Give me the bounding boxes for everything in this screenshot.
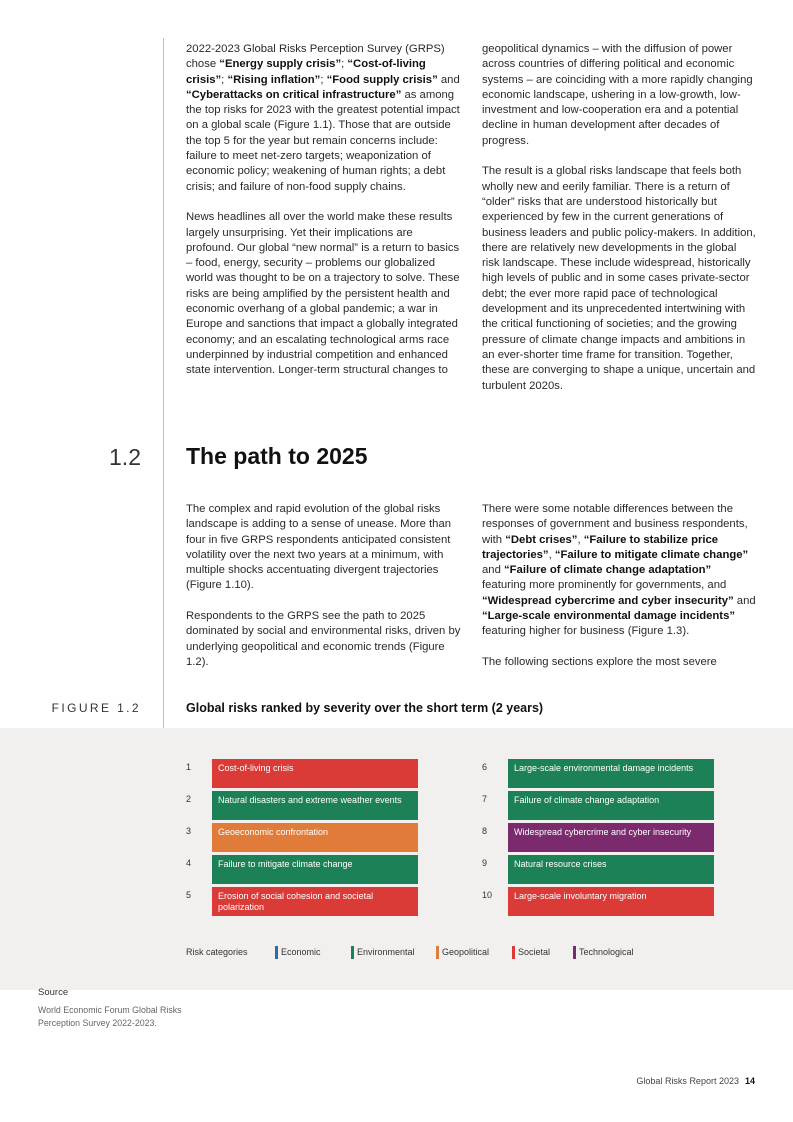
text-run: and (482, 564, 504, 577)
text-run: , (548, 548, 555, 561)
bold-risk-term: “Food supply crisis” (326, 73, 438, 86)
risk-rank: 5 (186, 890, 192, 900)
risk-bar: Cost-of-living crisis (212, 759, 418, 788)
legend-swatch (573, 946, 576, 959)
text-run: and (437, 73, 460, 86)
source-label: Source (38, 987, 69, 998)
paragraph (186, 502, 462, 594)
bold-risk-term: “Large-scale environmental damage incidents” (482, 610, 736, 623)
page-number: 14 (744, 1076, 755, 1086)
risk-rank: 9 (482, 858, 488, 868)
page-footer (636, 1076, 755, 1086)
text-run: News headlines all over the world make these results largely unsurprising. Yet their implications are profound. Our global “new normal” is a return to basics – food, energy, security – problems our globalized world was thought to be on a trajectory to solve. These risks are being amplified by the persistent health and economic overhang of a global pandemic; a war in Europe and sanctions that impact a globally integrated economy; and an escalating technological arms race underpinned by industrial competition and enhanced state intervention. Longer-term structural changes to (186, 211, 460, 377)
text-run: featuring more prominently for governments, and (482, 579, 727, 592)
vertical-rule (163, 38, 164, 728)
risk-bar: Failure to mitigate climate change (212, 855, 418, 884)
text-run: 2022-2023 Global Risks Perception Survey (GRPS) chose (186, 43, 445, 71)
risk-rank: 1 (186, 762, 192, 772)
text-run: There were some notable differences between the responses of government and business respondents, with (482, 503, 748, 546)
bold-risk-term: “Failure to stabilize price trajectories” (482, 533, 719, 561)
risk-bar: Large-scale environmental damage incidents (508, 759, 714, 788)
text-run: Respondents to the GRPS see the path to 2025 dominated by social and environmental risks, driven by underlying geopolitical and economic trends (Figure 1.2). (186, 610, 461, 668)
legend-swatch (275, 946, 278, 959)
text-run: The result is a global risks landscape that feels both wholly new and eerily familiar. There is a return of “older” risks that are understood historically but experienced by few in the current generations of business leaders and public policy-makers. In addition, there are relatively new developments in the global risk landscape. These include widespread, historically high levels of public and in some cases private-sector debt; the ever more rapid pace of technological development and its unprecedented intertwining with the critical functioning of societies; and the growing pressure of climate change impacts and ambitions in an ever-shorter time frame for transition. Together, these are converging to shape a unique, uncertain and turbulent 2020s. (482, 165, 756, 392)
legend-item-label: Technological (579, 947, 634, 957)
legend-title: Risk categories (186, 947, 248, 957)
source-text: World Economic Forum Global Risks Perception Survey 2022-2023. (38, 1005, 182, 1028)
section-title: The path to 2025 (186, 443, 368, 469)
legend-swatch (436, 946, 439, 959)
bold-risk-term: “Debt crises” (505, 533, 578, 546)
paragraph (482, 164, 757, 393)
risk-rank: 8 (482, 826, 488, 836)
risk-bar: Natural disasters and extreme weather events (212, 791, 418, 820)
body-column-3 (186, 502, 462, 686)
footer-report-title: Global Risks Report 2023 (636, 1076, 739, 1086)
legend-item-label: Environmental (357, 947, 415, 957)
body-column-4 (482, 502, 758, 686)
text-run: , (577, 533, 584, 546)
risk-bar: Erosion of social cohesion and societal polarization (212, 887, 418, 916)
risk-rank: 2 (186, 794, 192, 804)
paragraph (482, 655, 758, 670)
body-column-1 (186, 42, 460, 394)
legend-item-label: Economic (281, 947, 321, 957)
text-run: ; (221, 73, 228, 86)
bold-risk-term: “Cyberattacks on critical infrastructure” (186, 88, 402, 101)
bold-risk-term: “Failure of climate change adaptation” (504, 564, 712, 577)
figure-label: FIGURE 1.2 (51, 701, 141, 715)
figure-title: Global risks ranked by severity over the short term (2 years) (186, 701, 544, 715)
text-run: The following sections explore the most severe (482, 655, 717, 668)
legend-swatch (351, 946, 354, 959)
risk-rank: 6 (482, 762, 488, 772)
text-run: ; (320, 73, 327, 86)
legend-swatch (512, 946, 515, 959)
body-column-2 (482, 42, 757, 409)
paragraph (482, 42, 757, 149)
text-run: The complex and rapid evolution of the global risks landscape is adding to a sense of unease. More than four in five GRPS respondents anticipated consistent volatility over the next two years at a minimum, with multiple shocks accentuating divergent trajectories (Figure 1.10). (186, 503, 452, 592)
text-run: and (733, 594, 756, 607)
text-run: geopolitical dynamics – with the diffusion of power across countries of differing political and economic systems – are coinciding with a more rapidly changing economic landscape, ushering in a low-growth, low-investment and low-cooperation era and a potential decline in human development after decades of progress. (482, 43, 753, 147)
risk-bar: Natural resource crises (508, 855, 714, 884)
bold-risk-term: “Cost-of-living crisis” (186, 58, 426, 86)
paragraph (186, 210, 460, 378)
risk-bar: Geoeconomic confrontation (212, 823, 418, 852)
bold-risk-term: “Widespread cybercrime and cyber insecurity” (482, 594, 734, 607)
bold-risk-term: “Failure to mitigate climate change” (554, 548, 749, 561)
paragraph (186, 609, 462, 670)
legend-item-label: Geopolitical (442, 947, 490, 957)
paragraph (482, 502, 758, 640)
risk-bar: Widespread cybercrime and cyber insecurity (508, 823, 714, 852)
legend-item-label: Societal (518, 947, 551, 957)
risk-rank: 7 (482, 794, 488, 804)
risk-rank: 10 (482, 890, 493, 900)
text-run: ; (341, 58, 348, 71)
paragraph (186, 42, 460, 195)
section-number: 1.2 (109, 444, 141, 470)
bold-risk-term: “Energy supply crisis” (219, 58, 342, 71)
risk-rank: 3 (186, 826, 192, 836)
bold-risk-term: “Rising inflation” (227, 73, 321, 86)
risk-bar: Failure of climate change adaptation (508, 791, 714, 820)
risk-bar: Large-scale involuntary migration (508, 887, 714, 916)
text-run: featuring higher for business (Figure 1.3). (482, 625, 690, 638)
text-run: as among the top risks for 2023 with the greatest potential impact on a global scale (Figure 1.1). Those that are outside the top 5 for the year but remain concerns include: failure to meet net-zero targets; weaponization of economic policy; weakening of human rights; a debt crisis; and failure of non-food supply chains. (186, 88, 460, 193)
risk-rank: 4 (186, 858, 192, 868)
